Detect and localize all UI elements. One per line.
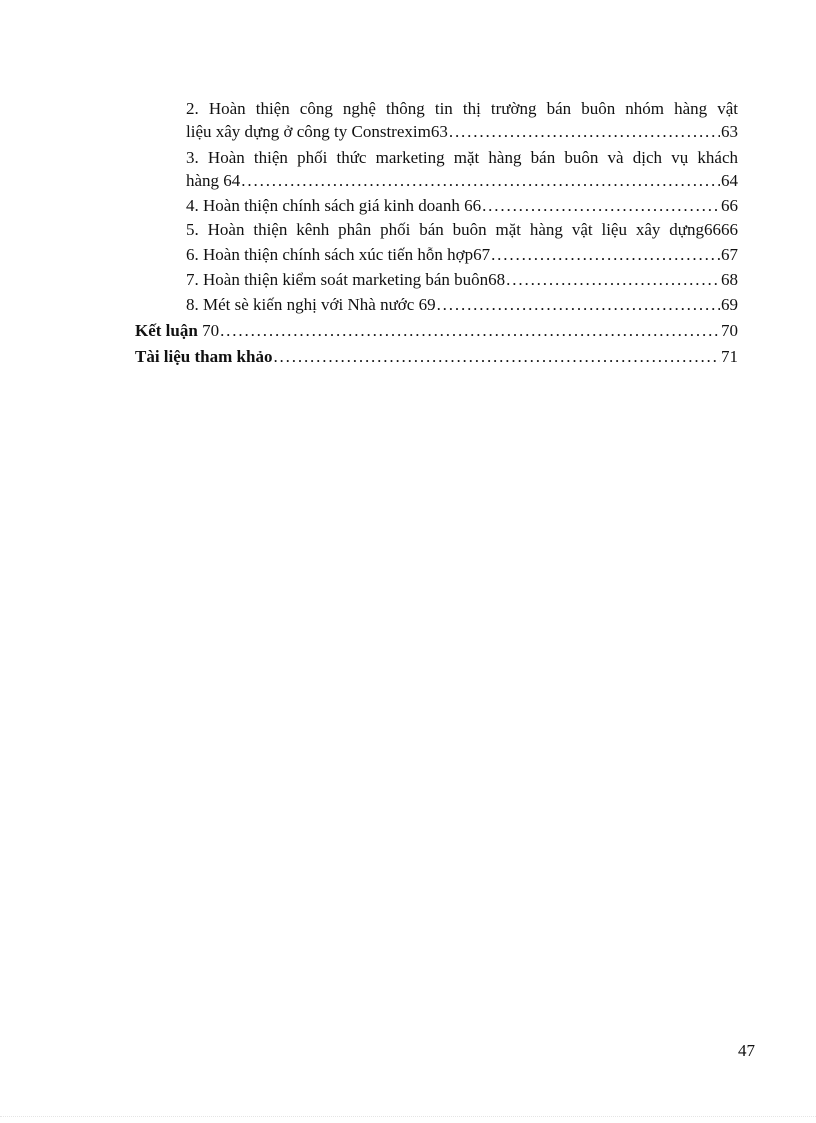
- toc-entry-4-text: 4. Hoàn thiện chính sách giá kinh doanh 66: [186, 196, 482, 215]
- toc-entry-3-line-2: hàng 64: [186, 171, 241, 190]
- toc-entry-2[interactable]: [186, 97, 738, 143]
- toc-entry-8-page: 69: [721, 295, 738, 314]
- toc-entry-4-page: 66: [721, 196, 738, 215]
- toc-entry-2-line-1: 2. Hoàn thiện công nghệ thông tin thị trường bán buôn nhóm hàng vật: [186, 99, 738, 118]
- toc-entry-3-page: 64: [721, 171, 738, 190]
- dot-leader: [482, 194, 720, 217]
- toc-conclusion[interactable]: [135, 319, 738, 342]
- toc-references-page: 71: [721, 347, 738, 366]
- toc-entry-8[interactable]: [186, 293, 738, 316]
- toc-entry-4[interactable]: [186, 194, 738, 217]
- dot-leader: [449, 120, 720, 143]
- toc-entry-7-text: 7. Hoàn thiện kiểm soát marketing bán buôn68: [186, 270, 506, 289]
- toc-entry-5[interactable]: [186, 218, 738, 241]
- dot-leader: [491, 243, 720, 266]
- toc-conclusion-suffix: 70: [197, 321, 220, 340]
- dot-leader: [241, 169, 720, 192]
- dot-leader: [437, 293, 720, 316]
- toc-entry-2-line-2: liệu xây dựng ở công ty Constrexim63: [186, 122, 448, 141]
- bottom-dotted-rule: [0, 1116, 816, 1117]
- toc-entry-8-text: 8. Mét sè kiến nghị với Nhà nước 69: [186, 295, 436, 314]
- dot-leader: [506, 268, 720, 291]
- dot-leader: [220, 319, 720, 342]
- toc-entry-2-page: 63: [721, 122, 738, 141]
- toc-references[interactable]: [135, 345, 738, 368]
- toc-references-label: Tài liệu tham khảo: [135, 347, 273, 366]
- toc-entry-3[interactable]: [186, 146, 738, 192]
- toc-conclusion-page: 70: [721, 321, 738, 340]
- toc-entry-7[interactable]: [186, 268, 738, 291]
- page-number: 47: [738, 1041, 755, 1060]
- toc-conclusion-label: Kết luận: [135, 321, 198, 340]
- toc-entry-5-text: 5. Hoàn thiện kênh phân phối bán buôn mặt hàng vật liệu xây dựng6666: [186, 220, 738, 239]
- toc-entry-3-line-1: 3. Hoàn thiện phối thức marketing mặt hàng bán buôn và dịch vụ khách: [186, 148, 738, 167]
- toc-entry-6[interactable]: [186, 243, 738, 266]
- toc-entry-6-page: 67: [721, 245, 738, 264]
- dot-leader: [273, 345, 720, 368]
- toc-entry-7-page: 68: [721, 270, 738, 289]
- toc-entry-6-text: 6. Hoàn thiện chính sách xúc tiến hỗn hợp67: [186, 245, 491, 264]
